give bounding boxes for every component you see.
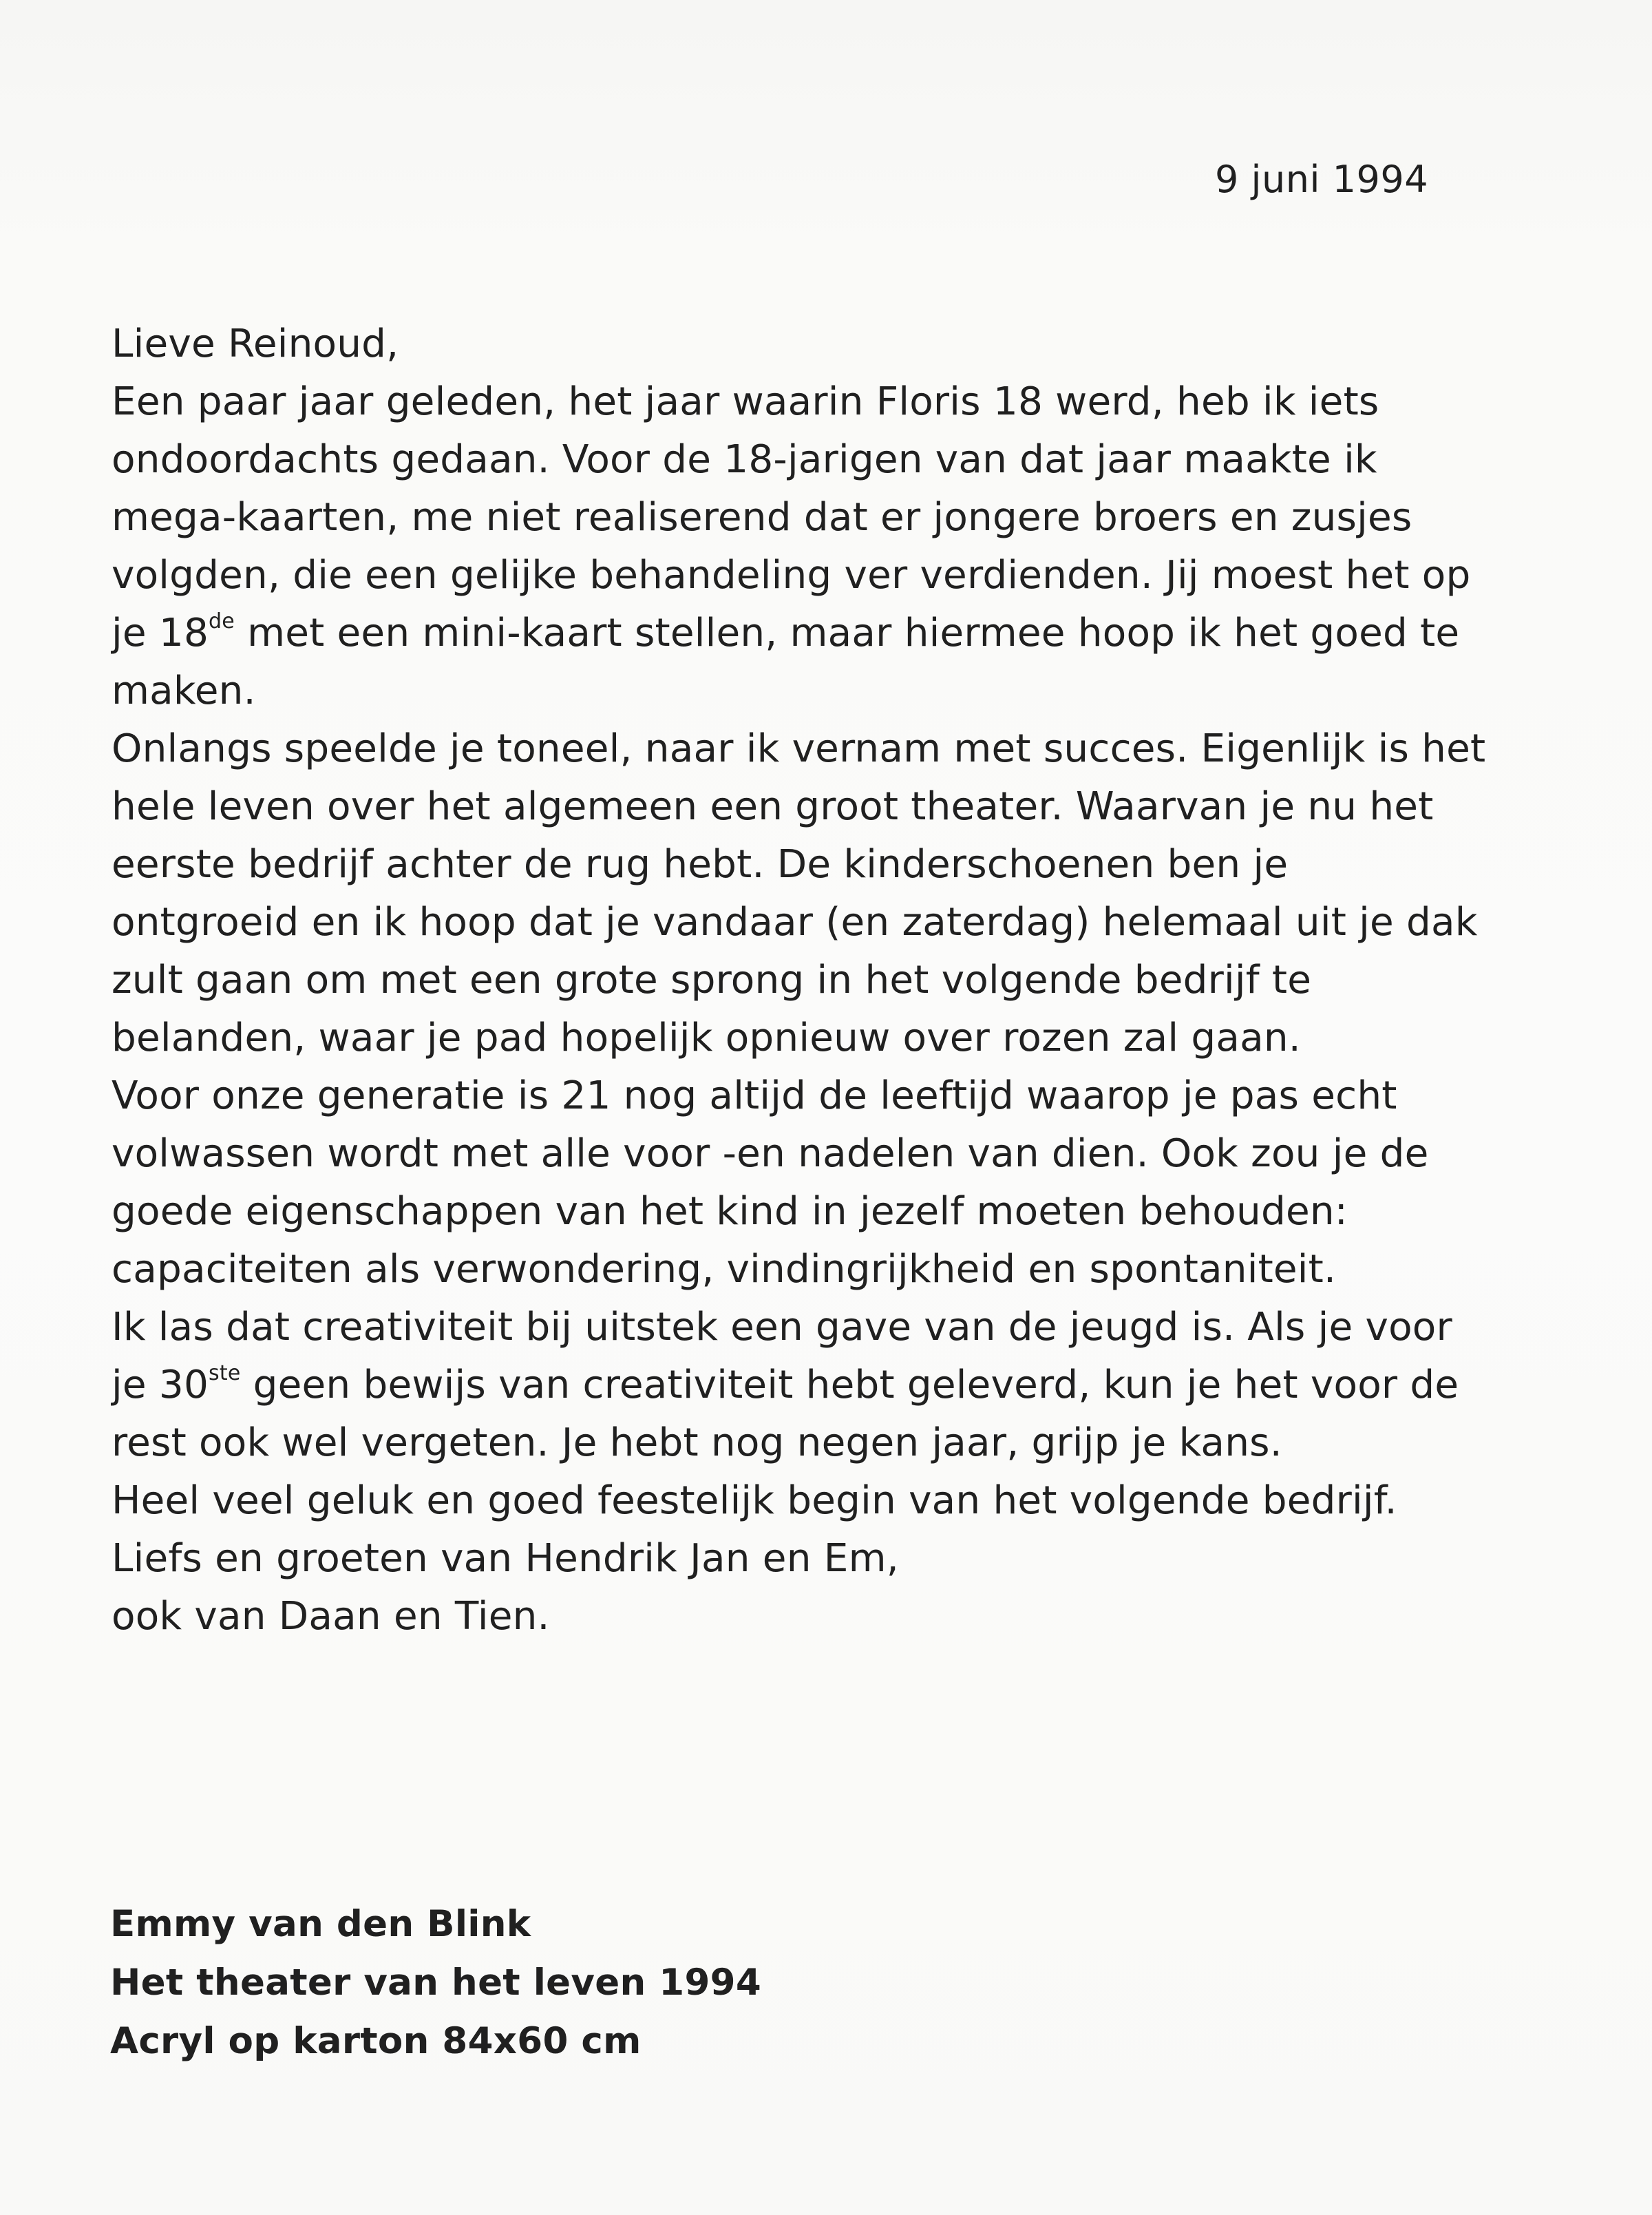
artist-name: Emmy van den Blink	[110, 1903, 531, 1945]
letter-line-2: ondoordachts gedaan. Voor de 18-jarigen van dat jaar maakte ik	[112, 437, 1377, 482]
letter-line-4: volgden, die een gelijke behandeling ver verdienden. Jij moest het op	[112, 553, 1471, 598]
letter-line-21: Liefs en groeten van Hendrik Jan en Em,	[112, 1536, 899, 1581]
letter-line-22: ook van Daan en Tien.	[112, 1594, 550, 1639]
ordinal-superscript-ste: ste	[209, 1361, 241, 1386]
letter-line-10: ontgroeid en ik hoop dat je vandaar (en zaterdag) helemaal uit je dak	[112, 900, 1478, 945]
letter-line-9: eerste bedrijf achter de rug hebt. De kinderschoenen ben je	[112, 842, 1289, 887]
letter-line-15: goede eigenschappen van het kind in jezelf moeten behouden:	[112, 1189, 1348, 1234]
letter-line-19: rest ook wel vergeten. Je hebt nog negen jaar, grijp je kans.	[112, 1420, 1282, 1465]
letter-line-16: capaciteiten als verwondering, vindingrijkheid en spontaniteit.	[112, 1247, 1337, 1292]
artwork-medium: Acryl op karton 84x60 cm	[110, 2020, 642, 2062]
letter-line-3: mega-kaarten, me niet realiserend dat er jongere broers en zusjes	[112, 495, 1412, 540]
letter-line-11: zult gaan om met een grote sprong in het volgende bedrijf te	[112, 958, 1312, 1002]
letter-line-6: maken.	[112, 669, 256, 713]
letter-body	[112, 315, 1502, 1646]
letter-line-5-pre: je 18	[112, 611, 209, 655]
ordinal-superscript-de: de	[209, 609, 235, 634]
letter-line-5-post: met een mini-kaart stellen, maar hiermee hoop ik het goed te	[234, 611, 1460, 655]
letter-line-14: volwassen wordt met alle voor -en nadelen van dien. Ook zou je de	[112, 1131, 1429, 1176]
letter-line-5	[112, 605, 1502, 662]
letter-line-7: Onlangs speelde je toneel, naar ik vernam met succes. Eigenlijk is het	[112, 726, 1486, 771]
letter-line-20: Heel veel geluk en goed feestelijk begin van het volgende bedrijf.	[112, 1478, 1397, 1523]
salutation: Lieve Reinoud,	[112, 322, 399, 366]
artwork-caption	[110, 1895, 1074, 2070]
letter-line-18-pre: je 30	[112, 1363, 209, 1407]
letter-line-18	[112, 1356, 1502, 1414]
letter-line-1: Een paar jaar geleden, het jaar waarin Floris 18 werd, heb ik iets	[112, 379, 1379, 424]
letter-line-18-post: geen bewijs van creativiteit hebt geleverd, kun je het voor de	[240, 1363, 1459, 1407]
letter-line-8: hele leven over het algemeen een groot theater. Waarvan je nu het	[112, 784, 1434, 829]
letter-line-17: Ik las dat creativiteit bij uitstek een gave van de jeugd is. Als je voor	[112, 1305, 1452, 1350]
letter-line-12: belanden, waar je pad hopelijk opnieuw over rozen zal gaan.	[112, 1016, 1301, 1060]
artwork-title: Het theater van het leven 1994	[110, 1962, 761, 2004]
letter-date: 9 juni 1994	[1215, 158, 1429, 201]
letter-line-13: Voor onze generatie is 21 nog altijd de leeftijd waarop je pas echt	[112, 1073, 1397, 1118]
